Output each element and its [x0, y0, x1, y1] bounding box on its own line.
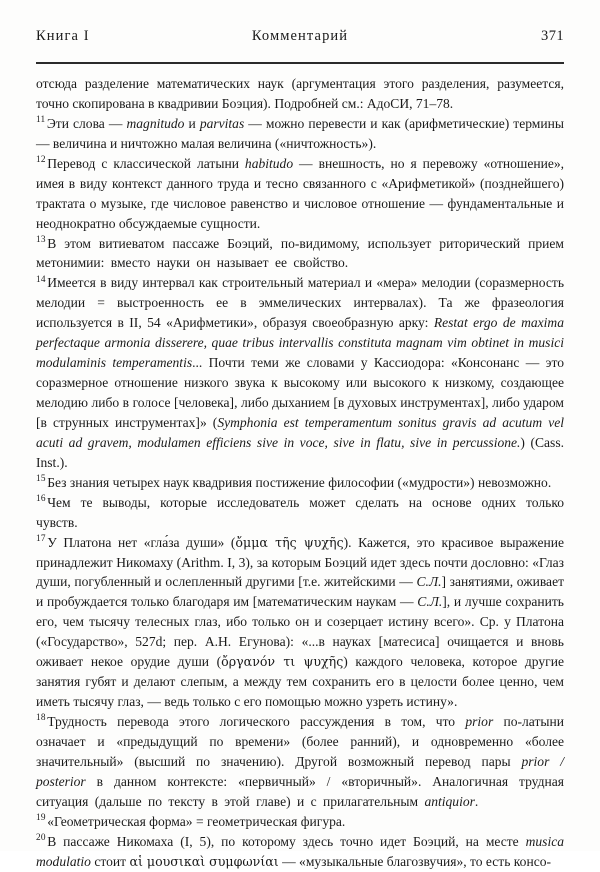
footnote-text-segment: Трудность перевода этого логического рассуждения в том, что	[47, 714, 466, 729]
footnote-text-segment: ] занятиями, оживает и пробуждается только благодаря им [математическим наукам —	[36, 574, 565, 610]
footnote-15	[36, 473, 564, 493]
footnote-text-segment: Symphonia est temperamentum sonitus gravis ad acutum vel acuti ad gravem, modulamen efficiens sive in voce, sive in flatu, sive in percussione.	[36, 414, 564, 450]
footnote-marker: 16	[36, 494, 46, 505]
footnote-text-segment: В пассаже Никомаха (I, 5), по которому здесь точно идет Боэций, на месте	[47, 833, 526, 849]
footnote-text-segment: αἱ μουσικαὶ συμφωνίαι	[129, 853, 279, 869]
footnote-marker: 20	[36, 833, 46, 844]
footnote-marker: 19	[36, 813, 46, 824]
footnote-text-segment: prior	[465, 714, 494, 729]
footnote-text-segment: antiquior	[424, 793, 475, 809]
footnote-marker: 12	[36, 155, 46, 166]
footnote-marker: 18	[36, 713, 46, 724]
footnote-11	[36, 114, 564, 154]
footnote-text-segment: ], и лучше сохранить его, чем тысячу телесных глаз, ибо только он и созерцает истину всего». Ср. у Платона («Государство», 527d; пер. А.Н. Егунова): «...в науках [матесиса] очищается и вновь оживает некое орудие души (	[36, 594, 564, 670]
running-head-book: Книга I	[36, 28, 90, 44]
footnote-14	[36, 273, 564, 472]
footnote-text-segment: стоит	[90, 853, 130, 869]
footnote-text-segment: parvitas	[199, 115, 245, 131]
footnote-text-segment: В этом витиеватом пассаже Боэций, по-видимому, использует риторический прием метонимии: вместо науки он называет ее свойство.	[36, 235, 564, 271]
footnote-text-segment: — «музыкальные благозвучия», то есть консо-	[278, 853, 551, 869]
footnote-text-segment: — внешность, но я перевожу «отношение», имея в виду контекст данного труда и тесно связанного с «Арифметикой» (позднейшего) трактата о музыке, где числовое равенство и числовое отношение — фундаментальные и неоднократно обсуждаемые сущности.	[36, 155, 565, 231]
continued-paragraph: отсюда разделение математических наук (аргументация этого разделения, разумеется, точно скопирована в квадривии Боэция). Подробней см.: АдоСИ, 71–78.	[36, 76, 564, 111]
footnote-text-segment: Restat ergo de maxima perfectaque armonia disserere, quae tribus intervallis constituta magnam vim obtinet in musici modulaminis temperamentis	[36, 315, 564, 371]
footnote-text-segment: ὄργανόν τι ψυχῆς	[221, 654, 344, 670]
footnote-18	[36, 712, 564, 812]
body-text-column	[36, 74, 564, 872]
footnote-text-segment: Чем те выводы, которые исследователь может сделать на основе одних только чувств.	[36, 494, 564, 530]
page-number: 371	[541, 28, 564, 44]
footnote-text-segment: по-латыни означает и «предыдущий по времени» (более ранний), и одновременно «более значительный» (высший по значению). Другой возможный перевод пары	[36, 714, 564, 769]
footnote-text-segment: ). Кажется, это красивое выражение принадлежит Никомаху (Arithm. I, 3), за которым Боэций идет здесь почти дословно: «Глаз души, погубленный и ослепленный другими [т.е. житейскими —	[36, 534, 564, 590]
footnote-text-segment: ) каждого человека, которое другие занятия губят и делают слепым, а между тем сохранить его в целости более ценно, чем иметь тысячу глаз, — ведь только с его помощью можно узреть истину».	[36, 654, 564, 710]
footnote-20	[36, 832, 564, 872]
footnote-text-segment: Перевод с классической латыни	[47, 155, 245, 171]
footnote-marker: 17	[36, 534, 46, 545]
header-rule	[36, 62, 564, 64]
footnote-text-segment: Без знания четырех наук квадривия постижение философии («мудрости») невозможно.	[47, 474, 552, 490]
footnote-text-segment: Эти слова —	[46, 115, 127, 131]
footnote-text-segment: С.Л.	[416, 574, 442, 590]
footnote-text-segment: в данном контексте: «первичный» / «вторичный». Аналогичная трудная ситуация (дальше по тексту в этой главе) и с прилагательным	[36, 773, 564, 809]
footnote-text-segment: и	[184, 115, 200, 131]
footnote-12	[36, 154, 564, 234]
footnote-text-segment: magnitudo	[126, 115, 185, 131]
footnote-text-segment: ... Почти теми же словами у Кассиодора: «Консонанс — это соразмерное отношение низкого звука к высокому или высокого к низкому, создающее мелодию либо в голосе [человека], либо дыханием [в духовых инструментах], либо ударом [в струнных инструментах]» (	[36, 355, 564, 430]
footnote-marker: 11	[36, 115, 46, 126]
footnote-17	[36, 533, 564, 712]
footnote-text-segment: С.Л.	[417, 594, 443, 610]
footnote-19	[36, 812, 564, 832]
footnote-text-segment: — можно перевести и как (арифметические) термины — величина и ничтожно малая величина («ничтожность»).	[36, 115, 564, 151]
running-head-title: Комментарий	[251, 28, 349, 44]
footnote-16	[36, 493, 564, 533]
footnote-marker: 13	[36, 234, 46, 245]
footnote-marker: 14	[36, 274, 46, 285]
footnote-text-segment: «Геометрическая форма» = геометрическая фигура.	[47, 813, 346, 829]
footnotes-list	[36, 114, 564, 872]
footnote-marker: 15	[36, 474, 46, 485]
footnote-text-segment: .	[474, 793, 479, 809]
footnote-text-segment: ὄμμα τῆς ψυχῆς	[235, 534, 344, 550]
footnote-13	[36, 234, 564, 274]
footnote-text-segment: ) (Cass. Inst.).	[36, 434, 564, 470]
running-head	[36, 28, 564, 50]
footnote-text-segment: У Платона нет «гла́за души» (	[47, 534, 236, 550]
footnote-text-segment: prior / posterior	[36, 753, 564, 789]
footnote-text-segment: Имеется в виду интервал как строительный материал и «мера» мелодии (соразмерность мелодии = выстроенность ее в эммелических интервалах). Та же фразеология используется в II, 54 «Арифметики», образуя своеобразную арку:	[36, 275, 564, 331]
footnote-text-segment: habitudo	[244, 155, 294, 171]
footnote-text-segment: musica modulatio	[36, 833, 564, 869]
